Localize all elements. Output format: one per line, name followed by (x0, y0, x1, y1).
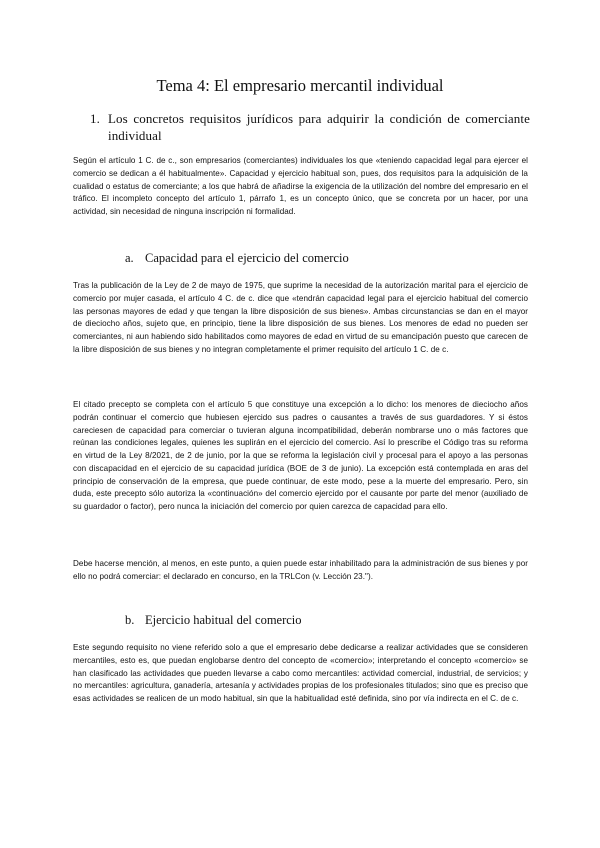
subsection-a-heading (125, 250, 545, 266)
subsection-b-title: Ejercicio habitual del comercio (145, 613, 302, 627)
document-title: Tema 4: El empresario mercantil individual (156, 76, 444, 95)
subsection-a-paragraph-2: El citado precepto se completa con el artículo 5 que constituye una excepción a lo dicho: los menores de dieciocho años podrán continuar el comercio que hubiesen ejercido sus padres o causantes a través de sus guardadores. Y si éstos careciesen de capacidad para comerciar o tuvieran alguna incompatibilidad, deberán nombrarse uno o más factores que reúnan las condiciones legales, quienes les suplirán en el ejercicio del comercio. Así lo prescribe el Código tras su reforma en virtud de la Ley 8/2021, de 2 de junio, por la que se reforma la legislación civil y procesal para el apoyo a las personas con discapacidad en el ejercicio de su capacidad jurídica (BOE de 3 de junio). La excepción está contemplada en aras del principio de conservación de la empresa, que puede continuar, de este modo, pese a la muerte del empresario. Pero, sin duda, este precepto sólo autoriza la «continuación» del comercio ejercido por el causante por parte del menor (auxiliado de su guardador o factor), pero nunca la iniciación del comercio por quien carezca de capacidad para ello. (73, 400, 528, 511)
intro-paragraph: Según el artículo 1 C. de c., son empresarios (comerciantes) individuales los que «teniendo capacidad legal para ejercer el comercio se dedican a él habitualmente». Capacidad y ejercicio habitual son, pues, dos requisitos para la adquisición de la cualidad o estatus de comerciante; a los que habrá de añadirse la exigencia de la utilización del nombre del empresario en el tráfico. El incompleto concepto del artículo 1, párrafo 1, es un concepto único, que se concreta por un hacer, por una actividad, sin necesidad de ninguna inscripción ni formalidad. (73, 156, 528, 216)
subsection-a-title: Capacidad para el ejercicio del comercio (145, 251, 349, 265)
subsection-b-heading (125, 612, 545, 628)
subsection-b-letter: b. (125, 613, 135, 627)
section-1-title: Los concretos requisitos jurídicos para adquirir la condición de comerciante individual (108, 111, 530, 143)
subsection-a-paragraph-3: Debe hacerse mención, al menos, en este punto, a quien puede estar inhabilitado para la administración de sus bienes y por ello no podrá comerciar: el declarado en concurso, en la TRLCon (v. Lección 23."). (73, 559, 528, 581)
section-1-number: 1. (90, 111, 100, 126)
subsection-a-paragraph-1: Tras la publicación de la Ley de 2 de mayo de 1975, que suprime la necesidad de la autorización marital para el ejercicio de comercio por mujer casada, el artículo 4 C. de c. dice que «tendrán capacidad legal para el ejercicio habitual del comercio las personas mayores de edad y que tengan la libre disposición de sus bienes». Ambas circunstancias se dan en el mayor de dieciocho años, sujeto que, en principio, tiene la libre disposición de sus bienes. Los menores de edad no pueden ser comerciantes, ni aun habiendo sido habilitados como mayores de edad en virtud de su emancipación puesto que carecen de la libre disposición de sus bienes y no integran completamente el primer requisito del artículo 1 C. de c. (73, 281, 528, 354)
subsection-b-paragraph-1: Este segundo requisito no viene referido solo a que el empresario debe dedicarse a realizar actividades que se consideren mercantiles, esto es, que puedan englobarse dentro del concepto de «comercio»; interpretando el concepto «comercio» se han clasificado las actividades que pueden llevarse a cabo como mercantiles: actividad comercial, industrial, de servicios; y no mercantiles: agricultura, ganadería, artesanía y actividades propias de los profesionales titulados; sino que es preciso que esas actividades se realicen de un modo habitual, sin que la habitualidad esté definida, sino por vía indirecta en el C. de c. (73, 643, 528, 703)
subsection-a-letter: a. (125, 251, 134, 265)
section-1-heading (90, 110, 530, 144)
